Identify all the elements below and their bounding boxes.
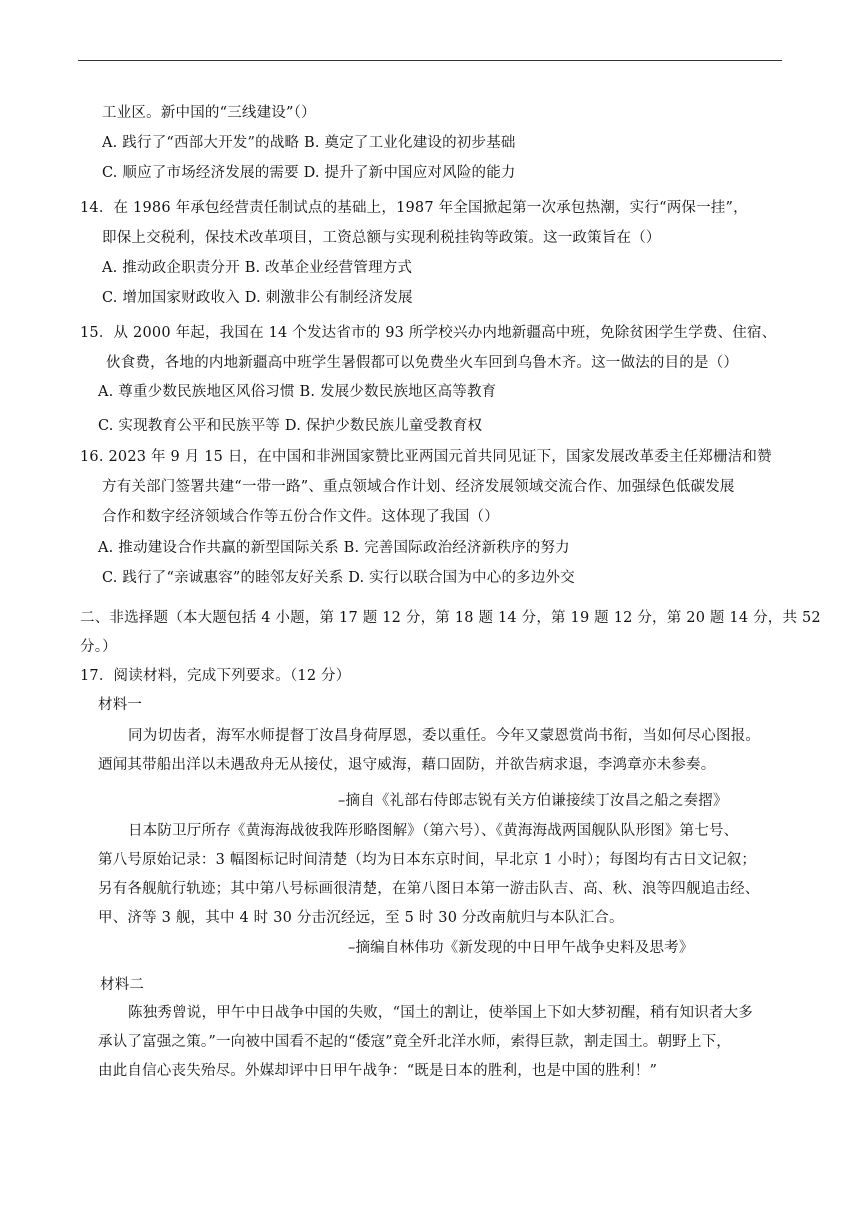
q17-m1-p2-line4: 甲、济等 3 舰，其中 4 时 30 分击沉经远，至 5 时 30 分改南航归与本队汇合。	[98, 910, 624, 926]
q16-options-ab: A. 推动建设合作共赢的新型国际关系 B. 完善国际政治经济新秩序的努力	[98, 540, 570, 556]
q17-m1-p1-source: –摘自《礼部右侍郎志锐有关方伯谦接续丁汝昌之船之奏摺》	[338, 793, 728, 809]
q17-m1-p1-line1: 同为切齿者，海军水师提督丁汝昌身荷厚恩，委以重任。今年又蒙恩赏尚书衔，当如何尽心图报。	[128, 728, 761, 744]
q15-stem-line1: 15．从 2000 年起，我国在 14 个发达省市的 93 所学校兴办内地新疆高中班，免除贫困学生学费、住宿、	[80, 325, 777, 341]
q17-m1-p2-line2: 第八号原始记录：3 幅图标记时间清楚（均为日本东京时间，早北京 1 小时）；每图均有古日文记叙；	[98, 852, 757, 868]
q16-stem-line3: 合作和数字经济领域合作等五份合作文件。这体现了我国（）	[102, 509, 499, 525]
q17-stem: 17．阅读材料，完成下列要求。（12 分）	[80, 668, 351, 684]
q17-m1-p2-line1: 日本防卫厅所存《黄海海战彼我阵形略图解》（第六号）、《黄海海战两国舰队队形图》第七号、	[128, 823, 739, 839]
q17-m2-line2: 承认了富强之策。”一向被中国看不起的“倭寇”竟全歼北洋水师，索得巨款，割走国土。朝野上下，	[98, 1034, 731, 1050]
section2-heading-line1: 二、非选择题（本大题包括 4 小题，第 17 题 12 分，第 18 题 14 分，第 19 题 12 分，第 20 题 14 分，共 52	[80, 610, 821, 626]
q17-m1-p2-source: –摘编自林伟功《新发现的中日甲午战争史料及思考》	[348, 940, 694, 956]
q17-m2-line1: 陈独秀曾说，甲午中日战争中国的失败，“国土的割让，使举国上下如大梦初醒，稍有知识者大多	[128, 1005, 754, 1021]
q16-options-cd: C. 践行了“亲诚惠容”的睦邻友好关系 D. 实行以联合国为中心的多边外交	[102, 570, 575, 586]
q13-stem-continuation: 工业区。新中国的“三线建设”（）	[102, 105, 316, 121]
q13-options-ab: A. 践行了“西部大开发”的战略 B. 奠定了工业化建设的初步基础	[102, 135, 516, 151]
q15-options-ab: A. 尊重少数民族地区风俗习惯 B. 发展少数民族地区高等教育	[98, 384, 497, 400]
q14-options-ab: A. 推动政企职责分开 B. 改革企业经营管理方式	[102, 260, 413, 276]
q16-stem-line1: 16. 2023 年 9 月 15 日，在中国和非洲国家赞比亚两国元首共同见证下，国家发展改革委主任郑栅洁和赞	[80, 449, 772, 465]
q17-m1-p1-line2: 迺闻其带船出洋以未遇敌舟无从接仗，退守威海，藉口固防，并欲告病求退，李鸿章亦未参奏。	[98, 757, 716, 773]
q14-options-cd: C. 增加国家财政收入 D. 刺激非公有制经济发展	[102, 290, 413, 306]
q15-options-cd: C. 实现教育公平和民族平等 D. 保护少数民族儿童受教育权	[98, 418, 483, 434]
q16-stem-line2: 方有关部门签署共建“一带一路”、重点领域合作计划、经济发展领域交流合作、加强绿色低碳发展	[102, 479, 735, 495]
q17-m2-line3: 由此自信心丧失殆尽。外媒却评中日甲午战争：“既是日本的胜利，也是中国的胜利！”	[98, 1063, 658, 1079]
q14-stem-line2: 即保上交税利，保技术改革项目，工资总额与实现利税挂钩等政策。这一政策旨在（）	[102, 230, 661, 246]
q17-material2-label: 材料二	[100, 977, 145, 993]
q15-stem-line2: 伙食费，各地的内地新疆高中班学生暑假都可以免费坐火车回到乌鲁木齐。这一做法的目的是（）	[106, 355, 739, 371]
q13-options-cd: C. 顺应了市场经济发展的需要 D. 提升了新中国应对风险的能力	[102, 165, 516, 181]
section2-heading-line2: 分。）	[80, 639, 117, 655]
q17-m1-p2-line3: 另有各舰航行轨迹；其中第八号标画很清楚，在第八图日本第一游击队吉、高、秋、浪等四舰追击经、	[98, 881, 760, 897]
q14-stem-line1: 14．在 1986 年承包经营责任制试点的基础上，1987 年全国掀起第一次承包热潮，实行“两保一挂”，	[80, 200, 748, 216]
header-rule	[78, 60, 782, 61]
q17-material1-label: 材料一	[98, 697, 143, 713]
